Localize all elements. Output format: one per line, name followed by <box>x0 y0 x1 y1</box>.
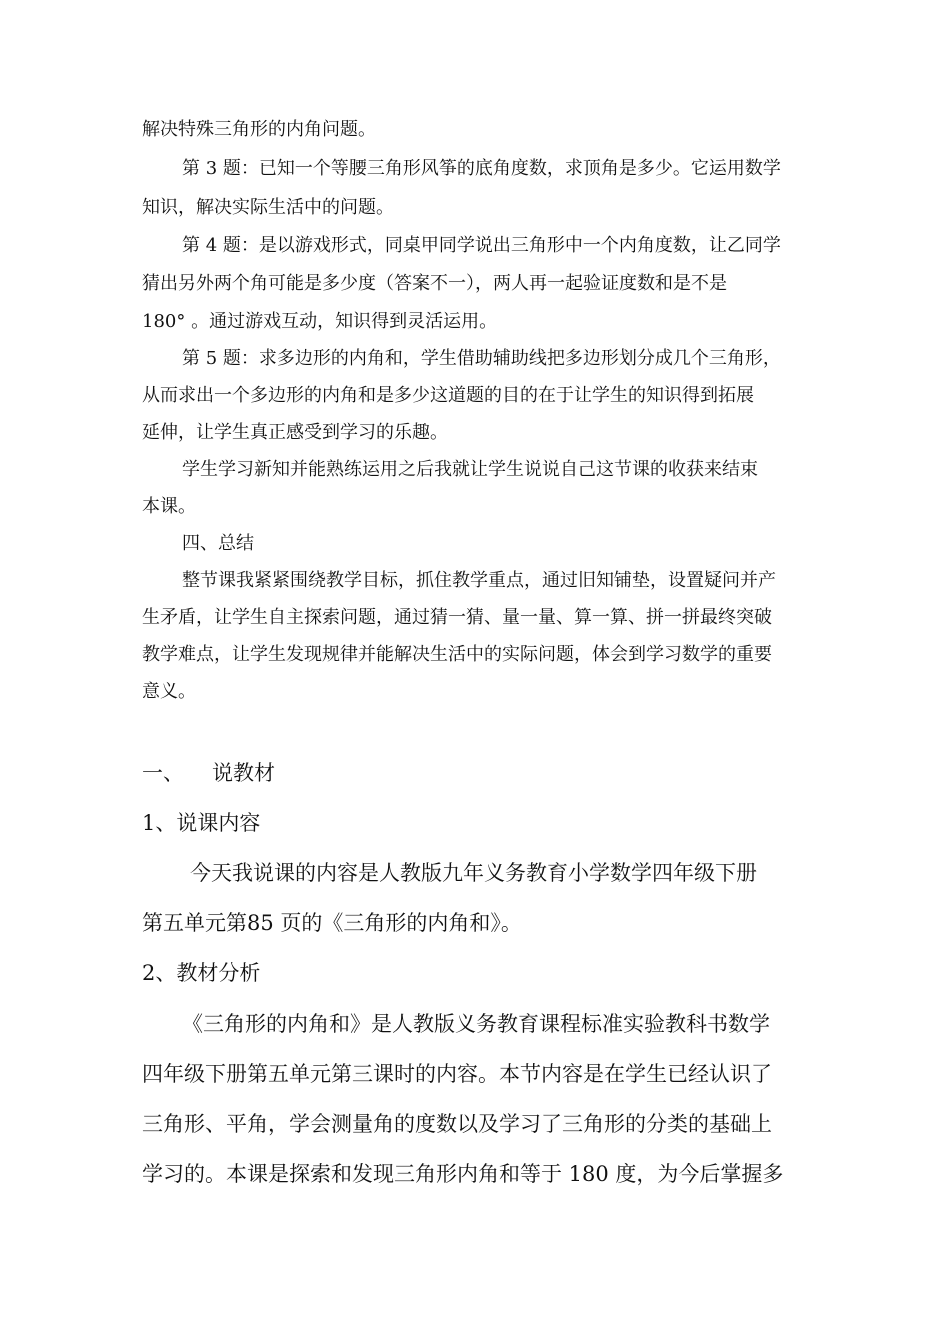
text-line: 180° 。通过游戏互动，知识得到灵活运用。 <box>142 311 498 332</box>
subheading-analysis: 2、教材分析 <box>142 961 261 985</box>
text-line: 今天我说课的内容是人教版九年义务教育小学数学四年级下册 <box>190 861 757 885</box>
text-line: 三角形、平角，学会测量角的度数以及学习了三角形的分类的基础上 <box>142 1112 772 1136</box>
text-line: 解决特殊三角形的内角问题。 <box>142 119 376 140</box>
text-line: 第 3 题：已知一个等腰三角形风筝的底角度数，求顶角是多少。它运用数学 <box>182 158 781 179</box>
text-line: 意义。 <box>142 681 196 702</box>
text-line: 本课。 <box>142 496 196 517</box>
text-line: 第 5 题：求多边形的内角和，学生借助辅助线把多边形划分成几个三角形， <box>182 348 781 369</box>
text-line: 整节课我紧紧围绕教学目标，抓住教学重点，通过旧知铺垫，设置疑问并产 <box>182 570 776 591</box>
subheading-content: 1、说课内容 <box>142 811 261 835</box>
heading-number: 一、 <box>142 761 184 785</box>
text-line: 四年级下册第五单元第三课时的内容。本节内容是在学生已经认识了 <box>142 1062 772 1086</box>
text-line: 延伸，让学生真正感受到学习的乐趣。 <box>142 422 448 443</box>
text-line: 第五单元第85 页的《三角形的内角和》。 <box>142 911 522 935</box>
text-line: 生矛盾，让学生自主探索问题，通过猜一猜、量一量、算一算、拼一拼最终突破 <box>142 607 772 628</box>
text-line: 教学难点，让学生发现规律并能解决生活中的实际问题，体会到学习数学的重要 <box>142 644 772 665</box>
text-line: 学生学习新知并能熟练运用之后我就让学生说说自己这节课的收获来结束 <box>182 459 758 480</box>
text-line: 知识，解决实际生活中的问题。 <box>142 197 394 218</box>
text-line: 从而求出一个多边形的内角和是多少这道题的目的在于让学生的知识得到拓展 <box>142 385 754 406</box>
heading-text: 说教材 <box>212 761 275 785</box>
text-line: 第 4 题：是以游戏形式，同桌甲同学说出三角形中一个内角度数，让乙同学 <box>182 235 781 256</box>
section-heading-summary: 四、总结 <box>182 533 254 554</box>
section-heading-textbook <box>142 759 275 787</box>
text-line: 学习的。本课是探索和发现三角形内角和等于 180 度，为今后掌握多 <box>142 1162 784 1186</box>
text-line: 猜出另外两个角可能是多少度（答案不一），两人再一起验证度数和是不是 <box>142 273 727 294</box>
text-line: 《三角形的内角和》是人教版义务教育课程标准实验教科书数学 <box>182 1012 770 1036</box>
